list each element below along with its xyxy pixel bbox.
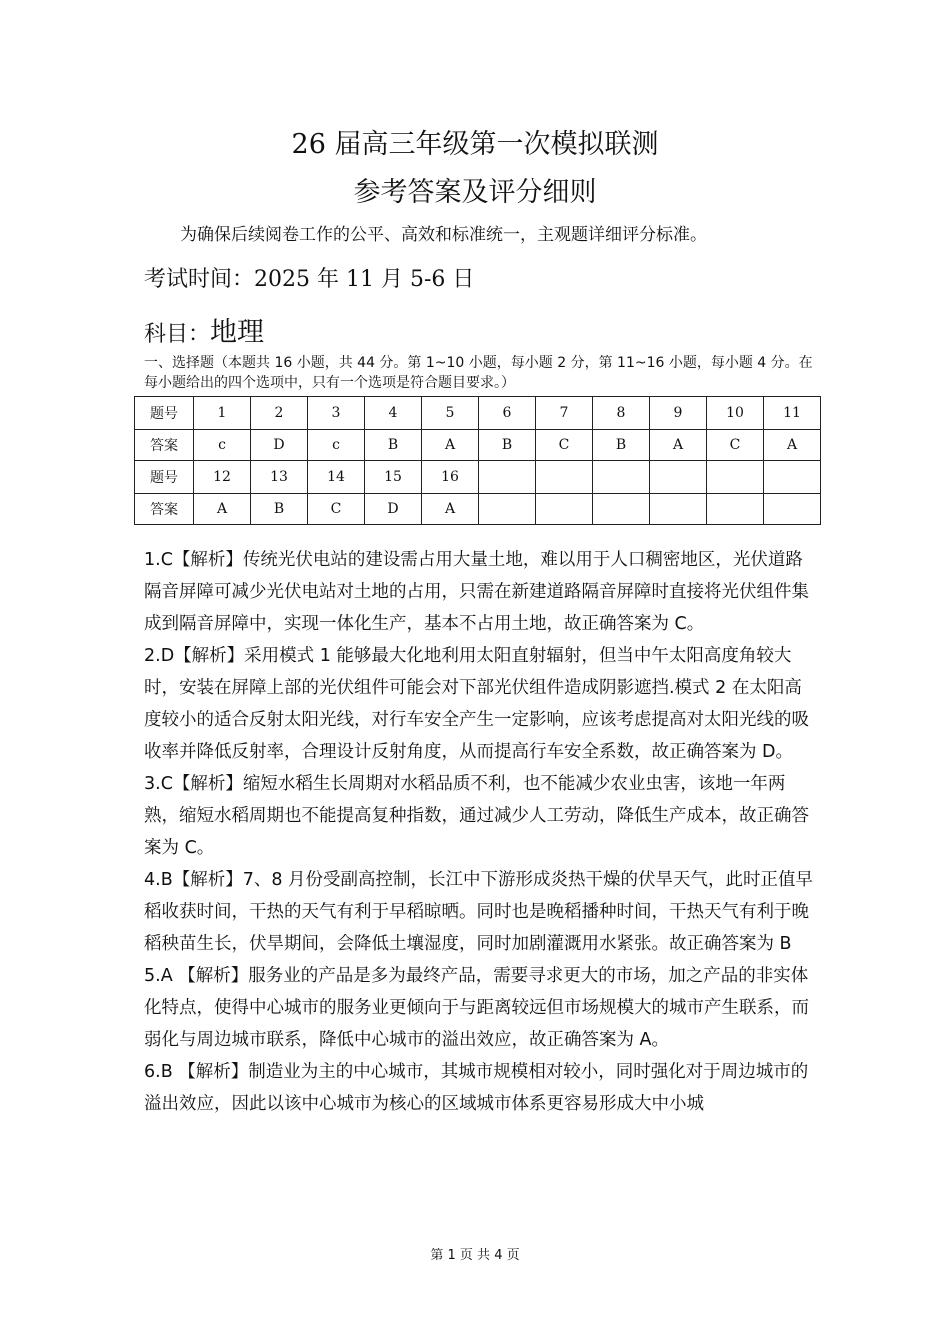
page-title: 26 届高三年级第一次模拟联测 [291,129,659,160]
subject-label: 科目： [144,322,211,347]
question-number-cell: 4 [365,397,422,430]
analysis-paragraph: 4.B【解析】7、8 月份受副高控制，长江中下游形成炎热干燥的伏旱天气，此时正值早稻收获时间，干热的天气有利于早稻晾晒。同时也是晚稻播种时间，干热天气有利于晚稻秧苗生长，伏旱期间，会降低土壤湿度，同时加剧灌溉用水紧张。故正确答案为 B [144,870,814,954]
question-number-cell: 13 [251,461,308,494]
question-number-cell: 5 [422,397,479,430]
question-number-cell: 11 [764,397,821,430]
question-number-cell: 2 [251,397,308,430]
answer-cell: A [194,494,251,525]
answer-cell: B [251,494,308,525]
answer-cell: D [251,430,308,461]
ans-label-cell: 答案 [135,430,194,461]
question-number-cell: 14 [308,461,365,494]
ans-label-cell: 答案 [135,494,194,525]
answer-cell [764,494,821,525]
answer-cell: C [308,494,365,525]
analysis-list [144,544,814,1120]
question-number-cell [593,461,650,494]
question-number-cell: 3 [308,397,365,430]
section-intro: 一、选择题（本题共 16 小题，共 44 分。第 1~10 小题，每小题 2 分，第 11~16 小题，每小题 4 分。在每小题给出的四个选项中，只有一个选项是符合题目要求。） [144,355,813,391]
table-row-numbers [135,461,821,494]
table-row-answers [135,494,821,525]
page-footer: 第 1 页 共 4 页 [430,1248,520,1263]
answer-cell [650,494,707,525]
subject-value: 地理 [210,317,265,348]
question-number-cell: 10 [707,397,764,430]
num-label-cell: 题号 [135,461,194,494]
answer-cell [479,494,536,525]
question-number-cell: 9 [650,397,707,430]
analysis-paragraph: 5.A 【解析】服务业的产品是多为最终产品，需要寻求更大的市场，加之产品的非实体化特点，使得中心城市的服务业更倾向于与距离较远但市场规模大的城市产生联系，而弱化与周边城市联系，降低中心城市的溢出效应，故正确答案为 A。 [144,966,809,1050]
question-number-cell: 1 [194,397,251,430]
answer-cell [707,494,764,525]
answer-cell: C [536,430,593,461]
answer-cell [536,494,593,525]
answer-cell: c [194,430,251,461]
answer-cell: B [365,430,422,461]
analysis-paragraph: 2.D【解析】采用模式 1 能够最大化地利用太阳直射辐射，但当中午太阳高度角较大时，安装在屏障上部的光伏组件可能会对下部光伏组件造成阴影遮挡.模式 2 在太阳高度较小的适合反射太阳光线，对行车安全产生一定影响，应该考虑提高对太阳光线的吸收率并降低反射率，合理设计反射角度，从而提高行车安全系数，故正确答案为 D。 [144,646,809,762]
question-number-cell: 16 [422,461,479,494]
answer-cell: c [308,430,365,461]
answer-cell: A [422,430,479,461]
question-number-cell: 7 [536,397,593,430]
question-number-cell [707,461,764,494]
table-row-answers [135,430,821,461]
answer-cell: B [593,430,650,461]
answer-cell: A [422,494,479,525]
intro-text: 为确保后续阅卷工作的公平、高效和标准统一，主观题详细评分标准。 [180,225,707,245]
answer-cell: A [650,430,707,461]
question-number-cell: 6 [479,397,536,430]
exam-time: 考试时间：2025 年 11 月 5-6 日 [144,267,475,292]
question-number-cell [650,461,707,494]
question-number-cell: 12 [194,461,251,494]
answer-cell: B [479,430,536,461]
question-number-cell [536,461,593,494]
question-number-cell [764,461,821,494]
analysis-paragraph: 3.C【解析】缩短水稻生长周期对水稻品质不利，也不能减少农业虫害，该地一年两熟，缩短水稻周期也不能提高复种指数，通过减少人工劳动，降低生产成本，故正确答案为 C。 [144,774,809,858]
answer-cell [593,494,650,525]
answer-cell: D [365,494,422,525]
num-label-cell: 题号 [135,397,194,430]
question-number-cell: 8 [593,397,650,430]
question-number-cell: 15 [365,461,422,494]
analysis-paragraph: 6.B 【解析】制造业为主的中心城市，其城市规模相对较小，同时强化对于周边城市的溢出效应，因此以该中心城市为核心的区域城市体系更容易形成大中小城 [144,1062,809,1114]
answer-cell: C [707,430,764,461]
page-subtitle: 参考答案及评分细则 [353,177,597,208]
analysis-paragraph: 1.C【解析】传统光伏电站的建设需占用大量土地，难以用于人口稠密地区，光伏道路隔音屏障可减少光伏电站对土地的占用，只需在新建道路隔音屏障时直接将光伏组件集成到隔音屏障中，实现一体化生产，基本不占用土地，故正确答案为 C。 [144,550,809,634]
subject-line [144,310,264,349]
answer-table [134,396,821,525]
answer-cell: A [764,430,821,461]
table-row-numbers [135,397,821,430]
question-number-cell [479,461,536,494]
